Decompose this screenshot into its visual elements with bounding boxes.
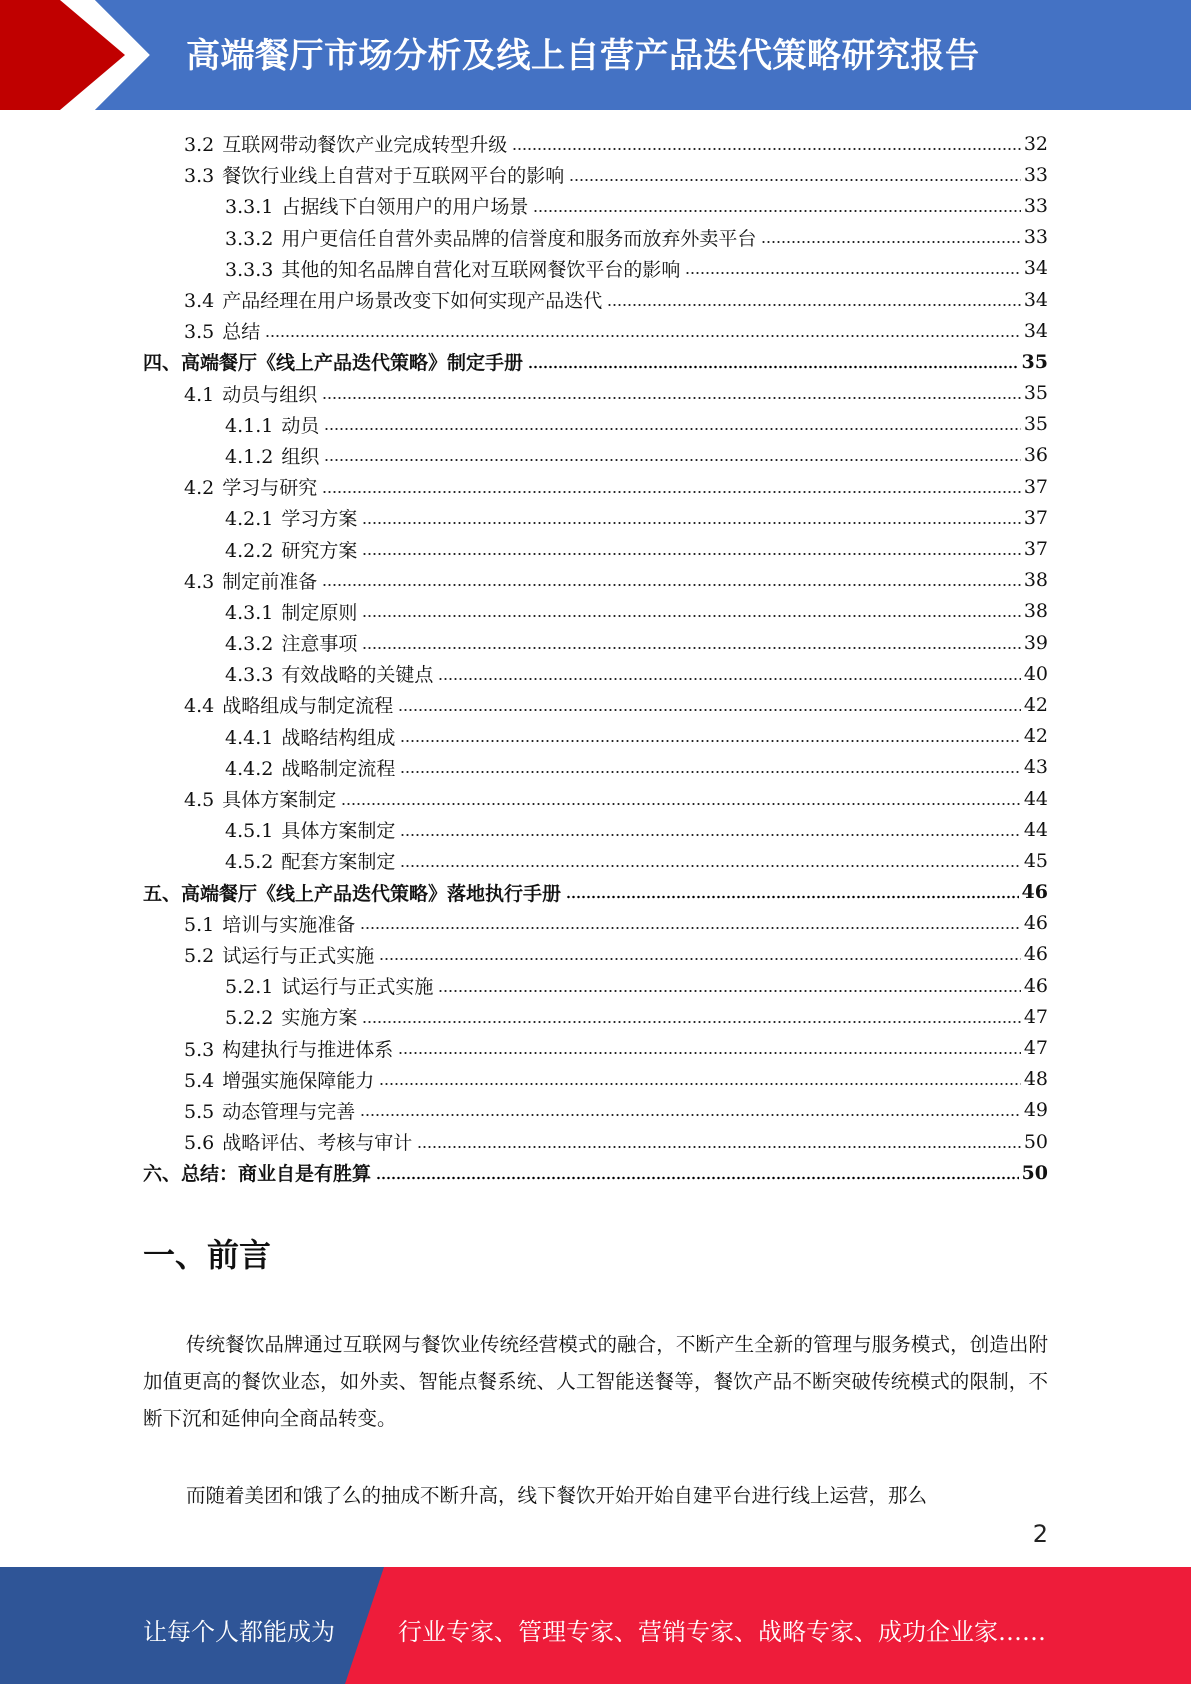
toc-entry-label (184, 473, 319, 500)
toc-entry-number: 4.4 (184, 695, 215, 718)
toc-dot-leader (324, 426, 1020, 432)
toc-entry-page: 35 (1023, 413, 1048, 436)
toc-entry-title: 具体方案制定 (222, 789, 337, 812)
document-title: 高端餐厅市场分析及线上自营产品迭代策略研究报告 (186, 36, 980, 76)
toc-entry-number: 4.1.2 (225, 445, 274, 468)
toc-entry[interactable] (143, 1095, 1048, 1126)
paragraph: 而随着美团和饿了么的抽成不断升高，线下餐饮开始开始自建平台进行线上运营，那么 (186, 1484, 928, 1507)
toc-entry[interactable] (143, 1126, 1048, 1157)
toc-entry-page: 33 (1023, 194, 1048, 217)
toc-entry-page: 38 (1023, 600, 1048, 623)
toc-entry-page: 34 (1023, 257, 1048, 280)
toc-dot-leader (512, 146, 1021, 152)
toc-entry-label (184, 317, 262, 344)
toc-dot-leader (528, 364, 1019, 370)
page-footer (0, 1567, 1191, 1684)
toc-entry-title: 试运行与正式实施 (222, 944, 375, 967)
toc-entry-label (225, 1003, 359, 1030)
toc-entry-page: 42 (1023, 693, 1048, 716)
toc-entry-title: 用户更信任自营外卖品牌的信誉度和服务而放弃外卖平台 (281, 227, 757, 250)
toc-entry-label (184, 286, 604, 313)
toc-entry[interactable] (143, 1001, 1048, 1032)
toc-entry-title: 培训与实施准备 (222, 913, 356, 936)
toc-entry-title: 产品经理在用户场景改变下如何实现产品迭代 (222, 290, 603, 313)
toc-entry-page: 44 (1023, 818, 1048, 841)
toc-entry[interactable] (143, 471, 1048, 502)
toc-entry[interactable] (143, 190, 1048, 221)
toc-entry-number: 5.2.1 (225, 976, 274, 999)
toc-entry-title: 战略评估、考核与审计 (222, 1132, 413, 1155)
toc-entry[interactable] (143, 409, 1048, 440)
toc-entry[interactable] (143, 845, 1048, 876)
toc-entry-number: 3.2 (184, 134, 215, 157)
toc-dot-leader (265, 333, 1021, 339)
toc-entry[interactable] (143, 253, 1048, 284)
toc-entry[interactable] (143, 315, 1048, 346)
toc-dot-leader (379, 1081, 1021, 1087)
toc-entry[interactable] (143, 1064, 1048, 1095)
toc-entry-label (225, 504, 359, 531)
toc-entry-title: 增强实施保障能力 (222, 1069, 375, 1092)
toc-entry-label (184, 1128, 414, 1155)
toc-entry-page: 42 (1023, 725, 1048, 748)
toc-entry-number: 4.3 (184, 570, 215, 593)
toc-entry-title: 配套方案制定 (281, 851, 396, 874)
toc-entry-page: 44 (1023, 787, 1048, 810)
toc-entry-number: 4.1 (184, 383, 215, 406)
toc-dot-leader (360, 925, 1021, 931)
toc-entry[interactable] (143, 222, 1048, 253)
toc-entry-number: 4.3.1 (225, 601, 274, 624)
toc-entry[interactable] (143, 565, 1048, 596)
toc-entry-page: 48 (1023, 1068, 1048, 1091)
toc-dot-leader (341, 801, 1021, 807)
table-of-contents (143, 128, 1048, 1188)
toc-entry-page: 45 (1023, 849, 1048, 872)
toc-entry-title: 战略结构组成 (281, 726, 396, 749)
toc-dot-leader (379, 956, 1021, 962)
toc-dot-leader (398, 707, 1021, 713)
toc-entry[interactable] (143, 689, 1048, 720)
toc-dot-leader (324, 457, 1020, 463)
toc-entry-label (184, 1066, 376, 1093)
toc-dot-leader (360, 1112, 1021, 1118)
toc-dot-leader (400, 738, 1020, 744)
toc-entry[interactable] (143, 128, 1048, 159)
toc-dot-leader (322, 395, 1021, 401)
footer-slogan-left: 让每个人都能成为 (143, 1618, 335, 1646)
toc-entry-page: 50 (1021, 1161, 1048, 1184)
toc-entry-label (184, 130, 509, 157)
section-heading: 一、前言 (143, 1236, 272, 1274)
toc-entry-title: 有效战略的关键点 (281, 664, 434, 687)
toc-entry-title: 战略制定流程 (281, 757, 396, 780)
toc-entry-title: 具体方案制定 (281, 820, 396, 843)
toc-entry-title: 战略组成与制定流程 (222, 695, 394, 718)
toc-entry-number: 5.6 (184, 1132, 215, 1155)
toc-entry-page: 40 (1023, 662, 1048, 685)
toc-entry-title: 其他的知名品牌自营化对互联网餐饮平台的影响 (281, 258, 681, 281)
toc-entry-title: 四、高端餐厅《线上产品迭代策略》制定手册 (143, 352, 524, 375)
toc-dot-leader (400, 769, 1020, 775)
toc-entry-label (184, 1035, 395, 1062)
toc-entry-label (184, 785, 338, 812)
toc-entry[interactable] (143, 533, 1048, 564)
toc-entry-label (184, 910, 357, 937)
toc-entry-page: 33 (1023, 163, 1048, 186)
toc-dot-leader (438, 988, 1020, 994)
toc-entry-title: 五、高端餐厅《线上产品迭代策略》落地执行手册 (143, 882, 562, 905)
toc-entry-page: 39 (1023, 631, 1048, 654)
toc-entry-title: 占据线下白领用户的用户场景 (281, 196, 529, 219)
toc-entry-title: 试运行与正式实施 (281, 976, 434, 999)
toc-entry[interactable] (143, 159, 1048, 190)
toc-entry-page: 34 (1023, 288, 1048, 311)
toc-entry[interactable] (143, 440, 1048, 471)
toc-entry-label (225, 847, 397, 874)
toc-entry-number: 4.2.2 (225, 539, 274, 562)
toc-entry-number: 5.1 (184, 913, 215, 936)
toc-dot-leader (362, 520, 1020, 526)
toc-dot-leader (400, 863, 1020, 869)
toc-entry-label (225, 754, 397, 781)
toc-entry-number: 3.3.2 (225, 227, 274, 250)
toc-entry[interactable] (143, 721, 1048, 752)
toc-dot-leader (362, 613, 1020, 619)
toc-entry-number: 4.5 (184, 789, 215, 812)
toc-entry-title: 构建执行与推进体系 (222, 1038, 394, 1061)
toc-entry-number: 3.3 (184, 165, 215, 188)
toc-entry-label (225, 660, 435, 687)
page-header (0, 0, 1191, 110)
toc-entry-title: 制定原则 (281, 601, 358, 624)
toc-entry-label (225, 816, 397, 843)
toc-entry[interactable] (143, 1032, 1048, 1063)
toc-entry[interactable] (143, 627, 1048, 658)
toc-dot-leader (362, 645, 1020, 651)
toc-entry-label (143, 1159, 373, 1186)
toc-entry-title: 动员与组织 (222, 383, 318, 406)
toc-entry-number: 4.1.1 (225, 414, 274, 437)
toc-entry-page: 46 (1023, 912, 1048, 935)
toc-entry-number: 3.3.1 (225, 196, 274, 219)
toc-entry[interactable] (143, 596, 1048, 627)
toc-entry-title: 学习方案 (281, 508, 358, 531)
toc-entry-label (225, 411, 321, 438)
toc-entry-label (225, 629, 359, 656)
toc-entry-page: 43 (1023, 756, 1048, 779)
toc-entry-label (184, 1097, 357, 1124)
toc-entry-label (225, 442, 321, 469)
toc-entry-title: 六、总结：商业自是有胜算 (143, 1163, 372, 1186)
toc-entry-page: 35 (1023, 382, 1048, 405)
toc-dot-leader (362, 1019, 1020, 1025)
toc-entry-page: 33 (1023, 226, 1048, 249)
toc-entry-page: 34 (1023, 319, 1048, 342)
toc-entry-number: 4.4.1 (225, 726, 274, 749)
toc-entry-page: 46 (1021, 881, 1048, 904)
toc-entry-label (225, 255, 682, 282)
toc-dot-leader (322, 582, 1021, 588)
toc-dot-leader (566, 894, 1019, 900)
toc-entry-page: 37 (1023, 506, 1048, 529)
toc-entry-number: 4.5.2 (225, 851, 274, 874)
toc-entry-page: 36 (1023, 444, 1048, 467)
toc-entry-title: 注意事项 (281, 633, 358, 656)
toc-entry-label (225, 723, 397, 750)
toc-dot-leader (569, 177, 1021, 183)
toc-dot-leader (761, 239, 1020, 245)
toc-entry-number: 5.3 (184, 1038, 215, 1061)
toc-entry-label (225, 972, 435, 999)
toc-entry-label (143, 879, 563, 906)
toc-entry-title: 实施方案 (281, 1007, 358, 1030)
toc-entry[interactable] (143, 752, 1048, 783)
toc-entry-page: 32 (1023, 132, 1048, 155)
toc-entry-title: 组织 (281, 445, 320, 468)
toc-entry-number: 4.2.1 (225, 508, 274, 531)
toc-entry-page: 47 (1023, 1005, 1048, 1028)
toc-entry-number: 4.2 (184, 477, 215, 500)
toc-entry-title: 动员 (281, 414, 320, 437)
toc-dot-leader (685, 270, 1020, 276)
toc-entry[interactable] (143, 378, 1048, 409)
toc-entry[interactable] (143, 970, 1048, 1001)
toc-entry[interactable] (143, 284, 1048, 315)
toc-dot-leader (322, 489, 1021, 495)
toc-dot-leader (438, 676, 1020, 682)
toc-entry[interactable] (143, 658, 1048, 689)
toc-entry[interactable] (143, 814, 1048, 845)
toc-entry[interactable] (143, 877, 1048, 908)
toc-entry-label (184, 161, 566, 188)
toc-entry[interactable] (143, 1157, 1048, 1188)
toc-entry-label (184, 567, 319, 594)
toc-entry[interactable] (143, 502, 1048, 533)
toc-entry-label (143, 348, 525, 375)
page-number: 2 (1032, 1520, 1048, 1548)
toc-entry-label (225, 224, 758, 251)
toc-dot-leader (362, 551, 1020, 557)
toc-entry-title: 学习与研究 (222, 477, 318, 500)
toc-entry-page: 50 (1023, 1130, 1048, 1153)
toc-entry-title: 制定前准备 (222, 570, 318, 593)
toc-entry-title: 研究方案 (281, 539, 358, 562)
toc-entry-number: 4.3.2 (225, 633, 274, 656)
toc-entry-number: 3.4 (184, 290, 215, 313)
toc-entry-number: 4.3.3 (225, 664, 274, 687)
toc-dot-leader (376, 1175, 1019, 1181)
toc-dot-leader (607, 302, 1021, 308)
toc-entry-title: 总结 (222, 321, 261, 344)
toc-entry-number: 5.4 (184, 1069, 215, 1092)
toc-entry-title: 互联网带动餐饮产业完成转型升级 (222, 134, 508, 157)
paragraph: 传统餐饮品牌通过互联网与餐饮业传统经营模式的融合，不断产生全新的管理与服务模式，创造出附加值更高的餐饮业态，如外卖、智能点餐系统、人工智能送餐等，餐饮产品不断突破传统模式的限制，不断下沉和延伸向全商品转变。 (143, 1333, 1048, 1430)
toc-entry-label (225, 536, 359, 563)
toc-entry[interactable] (143, 346, 1048, 377)
toc-dot-leader (417, 1144, 1021, 1150)
toc-dot-leader (533, 208, 1020, 214)
toc-entry[interactable] (143, 783, 1048, 814)
toc-entry-page: 37 (1023, 475, 1048, 498)
toc-entry-page: 49 (1023, 1099, 1048, 1122)
toc-entry-title: 餐饮行业线上自营对于互联网平台的影响 (222, 165, 565, 188)
toc-entry[interactable] (143, 908, 1048, 939)
toc-entry-number: 3.5 (184, 321, 215, 344)
toc-entry-label (225, 192, 530, 219)
toc-entry-page: 46 (1023, 974, 1048, 997)
toc-dot-leader (400, 832, 1020, 838)
toc-entry-title: 动态管理与完善 (222, 1100, 356, 1123)
toc-entry[interactable] (143, 939, 1048, 970)
toc-entry-label (225, 598, 359, 625)
toc-entry-label (184, 691, 395, 718)
toc-entry-page: 46 (1023, 943, 1048, 966)
toc-entry-number: 5.2.2 (225, 1007, 274, 1030)
toc-entry-page: 35 (1021, 350, 1048, 373)
toc-dot-leader (398, 1050, 1021, 1056)
toc-entry-page: 38 (1023, 569, 1048, 592)
toc-entry-page: 47 (1023, 1037, 1048, 1060)
toc-entry-number: 3.3.3 (225, 258, 274, 281)
toc-entry-page: 37 (1023, 538, 1048, 561)
toc-entry-label (184, 941, 376, 968)
toc-entry-label (184, 380, 319, 407)
toc-entry-number: 5.5 (184, 1100, 215, 1123)
toc-entry-number: 4.4.2 (225, 757, 274, 780)
toc-entry-number: 5.2 (184, 944, 215, 967)
footer-slogan-right: 行业专家、管理专家、营销专家、战略专家、成功企业家…… (398, 1618, 1046, 1646)
toc-entry-number: 4.5.1 (225, 820, 274, 843)
